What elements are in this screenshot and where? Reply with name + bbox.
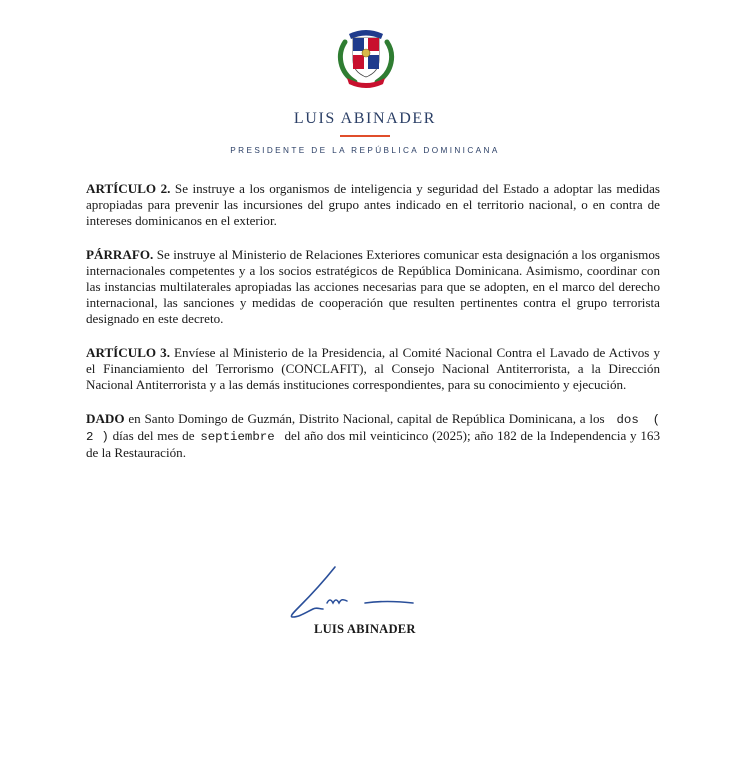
dado-paragraph <box>86 411 660 461</box>
handwritten-signature-icon <box>283 563 423 627</box>
dado-day-word: dos <box>616 413 639 427</box>
dado-day-number: ( 2 ) <box>86 413 661 444</box>
dado-text-1: en Santo Domingo de Guzmán, Distrito Nacional, capital de República Dominicana, a los <box>128 411 605 426</box>
articulo-2-heading: ARTÍCULO 2. <box>86 181 171 196</box>
parrafo-heading: PÁRRAFO. <box>86 247 154 262</box>
decree-body <box>86 181 660 479</box>
dado-month: septiembre <box>200 430 275 444</box>
articulo-3-heading: ARTÍCULO 3. <box>86 345 170 360</box>
parrafo-text: Se instruye al Ministerio de Relaciones Exteriores comunicar esta designación a los organismos internacionales competentes y a los socios estratégicos de República Dominicana. Asimismo, coordinar con las instancias multilaterales apropiadas las acciones necesarias para que se adopten, en el marco del derecho internacional, las sanciones y medidas de cooperación que resulten pertinentes contra el grupo terrorista designado en este decreto. <box>86 247 660 326</box>
letterhead-title: PRESIDENTE DE LA REPÚBLICA DOMINICANA <box>230 146 500 155</box>
articulo-2-paragraph <box>86 181 660 229</box>
articulo-3-paragraph <box>86 345 660 393</box>
letterhead-divider <box>340 135 390 137</box>
letterhead-name: LUIS ABINADER <box>293 110 437 127</box>
articulo-3-text: Envíese al Ministerio de la Presidencia, al Comité Nacional Contra el Lavado de Activos y el Financiamiento del Terrorismo (CONCLAFIT), al Consejo Nacional Antiterrorista, a la Dirección Nacional Antiterrorista y a las demás instituciones correspondientes, para su conocimiento y ejecución. <box>86 345 660 392</box>
parrafo-paragraph <box>86 247 660 327</box>
dado-text-2: días del mes de <box>112 428 195 443</box>
signer-name: LUIS ABINADER <box>314 622 416 636</box>
dado-text-3: del año dos mil veinticinco (2025); año 182 de la Independencia y 163 de la Restauración. <box>86 428 661 460</box>
articulo-2-text: Se instruye a los organismos de inteligencia y seguridad del Estado a adoptar las medidas apropiadas para prevenir las incursiones del grupo antes indicado en el territorio nacional, o en contra de intereses dominicanos en el exterior. <box>86 181 660 228</box>
dado-heading: DADO <box>86 411 125 426</box>
dominican-coat-of-arms-icon <box>335 24 397 88</box>
